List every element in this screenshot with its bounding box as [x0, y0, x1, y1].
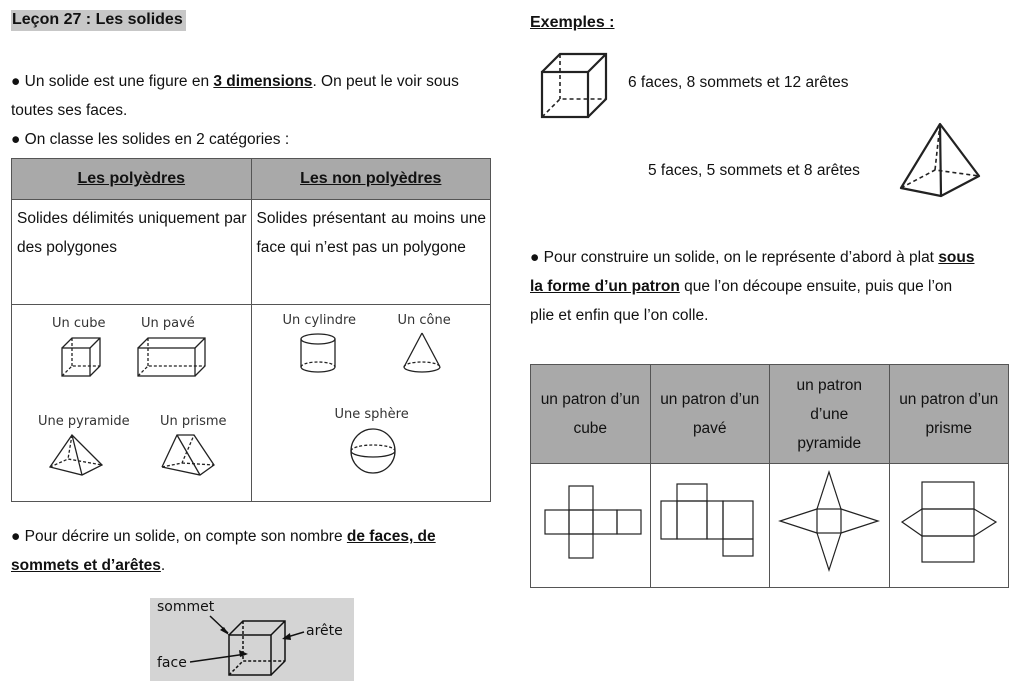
intro-text-2: . On peut le voir sous — [312, 73, 459, 90]
cube-elements-diagram — [150, 598, 354, 681]
polyedres-illustrations — [12, 305, 252, 502]
example-pyramid-text: 5 faces, 5 sommets et 8 arêtes — [648, 162, 860, 179]
examples-heading: Exemples : — [530, 14, 615, 31]
intro-text-1: ● Un solide est une figure en — [11, 73, 214, 90]
desc-non-polyedres: Solides présentant au moins une face qui n’est pas un polygone — [251, 200, 491, 305]
cube-net-cell — [531, 464, 651, 588]
intro-text-3: toutes ses faces. — [11, 102, 128, 119]
prisme-net-cell — [889, 464, 1009, 588]
describe-period: . — [160, 557, 166, 574]
example-cube-text: 6 faces, 8 sommets et 12 arêtes — [628, 74, 849, 91]
label-pyramide: Une pyramide — [38, 414, 130, 429]
label-cylindre: Un cylindre — [282, 313, 356, 328]
prisme-net-icon — [890, 464, 1008, 582]
label-arete: arête — [306, 623, 343, 639]
intro-bold-dimensions: 3 dimensions — [213, 73, 313, 90]
patrons-table — [530, 364, 1009, 588]
example-cube-icon — [536, 48, 616, 124]
label-prisme: Un prisme — [160, 414, 227, 429]
pave-net-icon — [651, 464, 769, 582]
solids-category-table — [11, 158, 491, 502]
construct-text-3: plie et enfin que l’on colle. — [530, 307, 709, 324]
header-non-polyedres: Les non polyèdres — [251, 159, 491, 200]
cone-icon — [404, 333, 440, 372]
cube-icon — [62, 338, 100, 376]
construct-bold-1: sous — [938, 249, 975, 266]
intro-paragraph — [11, 67, 495, 154]
desc-polyedres: Solides délimités uniquement par des polygones — [12, 200, 252, 305]
non-polyedres-illustrations — [251, 305, 491, 502]
sphere-icon — [351, 429, 395, 473]
labeled-cube-drawing — [150, 598, 354, 681]
pyramide-net-icon — [770, 464, 888, 582]
label-cube: Un cube — [52, 316, 106, 331]
polyedres-drawings — [12, 305, 250, 501]
describe-paragraph — [11, 522, 495, 580]
describe-bold-2: sommets et d’arêtes — [11, 557, 161, 574]
intro-categories: ● On classe les solides en 2 catégories : — [11, 131, 290, 148]
label-cone: Un cône — [397, 313, 451, 328]
non-polyedres-drawings — [252, 305, 490, 501]
header-polyedres: Les polyèdres — [12, 159, 252, 200]
header-patron-cube: un patron d’un cube — [531, 365, 651, 464]
construct-paragraph — [530, 243, 1014, 330]
header-patron-pyramide: un patron d’une pyramide — [770, 365, 890, 464]
construct-text-1: ● Pour construire un solide, on le représente d’abord à plat — [530, 249, 939, 266]
pyramide-net-cell — [770, 464, 890, 588]
header-patron-pave: un patron d’un pavé — [650, 365, 770, 464]
describe-bold-1: de faces, de — [346, 528, 436, 545]
describe-text: ● Pour décrire un solide, on compte son nombre — [11, 528, 347, 545]
cylindre-icon — [301, 334, 335, 372]
page-title: Leçon 27 : Les solides — [11, 10, 186, 31]
label-sphere: Une sphère — [334, 407, 409, 422]
pyramide-icon — [50, 435, 102, 475]
pave-icon — [138, 338, 205, 376]
construct-bold-2: la forme d’un patron — [530, 278, 680, 295]
example-pyramid-icon — [895, 120, 985, 198]
header-patron-prisme: un patron d’un prisme — [889, 365, 1009, 464]
pave-net-cell — [650, 464, 770, 588]
label-sommet: sommet — [157, 599, 215, 615]
construct-text-2: que l’on découpe ensuite, puis que l’on — [679, 278, 953, 295]
cube-net-icon — [531, 464, 649, 582]
prisme-icon — [162, 435, 214, 475]
label-pave: Un pavé — [141, 316, 195, 331]
label-face: face — [157, 655, 187, 671]
